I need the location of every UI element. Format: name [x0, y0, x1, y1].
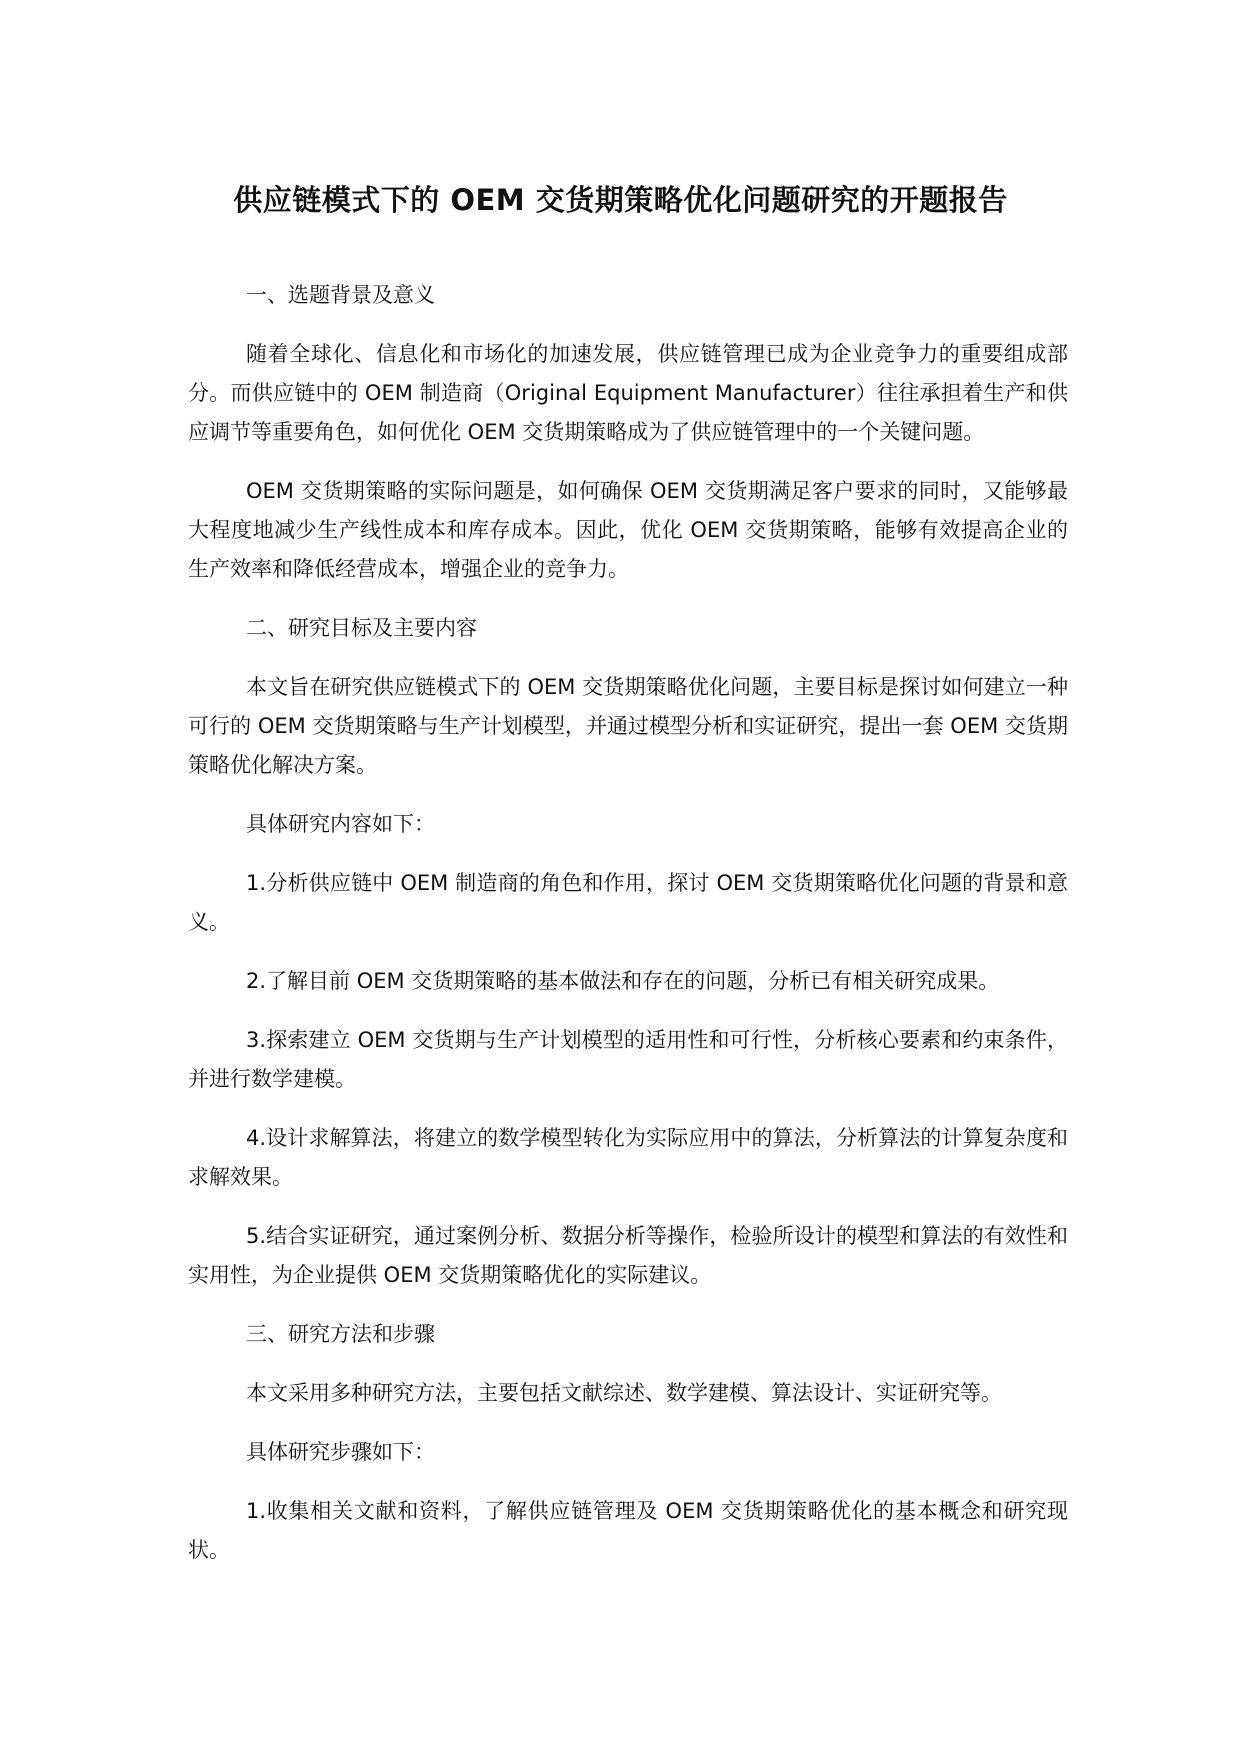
- list-item: 2.了解目前 OEM 交货期策略的基本做法和存在的问题，分析已有相关研究成果。: [246, 969, 1000, 993]
- paragraph: OEM 交货期策略的实际问题是，如何确保 OEM 交货期满足客户要求的同时，又能够最大程度地减少生产线性成本和库存成本。因此，优化 OEM 交货期策略，能够有效提高企业的生产效率和降低经营成本，增强企业的竞争力。: [188, 479, 1068, 581]
- paragraph: 具体研究内容如下：: [246, 812, 435, 836]
- list-item: 4.设计求解算法，将建立的数学模型转化为实际应用中的算法，分析算法的计算复杂度和求解效果。: [188, 1126, 1068, 1189]
- paragraph: 本文旨在研究供应链模式下的 OEM 交货期策略优化问题，主要目标是探讨如何建立一种可行的 OEM 交货期策略与生产计划模型，并通过模型分析和实证研究，提出一套 OEM 交货期策略优化解决方案。: [188, 675, 1068, 777]
- list-item: 3.探索建立 OEM 交货期与生产计划模型的适用性和可行性，分析核心要素和约束条件，并进行数学建模。: [188, 1028, 1068, 1091]
- list-item: 1.收集相关文献和资料，了解供应链管理及 OEM 交货期策略优化的基本概念和研究现状。: [188, 1499, 1068, 1562]
- paragraph: 本文采用多种研究方法，主要包括文献综述、数学建模、算法设计、实证研究等。: [246, 1381, 1002, 1405]
- section-heading-methods: 三、研究方法和步骤: [246, 1322, 435, 1346]
- paragraph: 随着全球化、信息化和市场化的加速发展，供应链管理已成为企业竞争力的重要组成部分。而供应链中的 OEM 制造商（Original Equipment Manufacturer）往往承担着生产和供应调节等重要角色，如何优化 OEM 交货期策略成为了供应链管理中的一个关键问题。: [188, 342, 1068, 444]
- list-item: 1.分析供应链中 OEM 制造商的角色和作用，探讨 OEM 交货期策略优化问题的背景和意义。: [188, 871, 1068, 934]
- section-heading-background: 一、选题背景及意义: [246, 283, 435, 307]
- section-heading-objectives: 二、研究目标及主要内容: [246, 616, 477, 640]
- paragraph: 具体研究步骤如下：: [246, 1440, 435, 1464]
- document-title: 供应链模式下的 OEM 交货期策略优化问题研究的开题报告: [233, 183, 1008, 217]
- list-item: 5.结合实证研究，通过案例分析、数据分析等操作，检验所设计的模型和算法的有效性和实用性，为企业提供 OEM 交货期策略优化的实际建议。: [188, 1224, 1068, 1287]
- document-body: [188, 276, 1068, 1590]
